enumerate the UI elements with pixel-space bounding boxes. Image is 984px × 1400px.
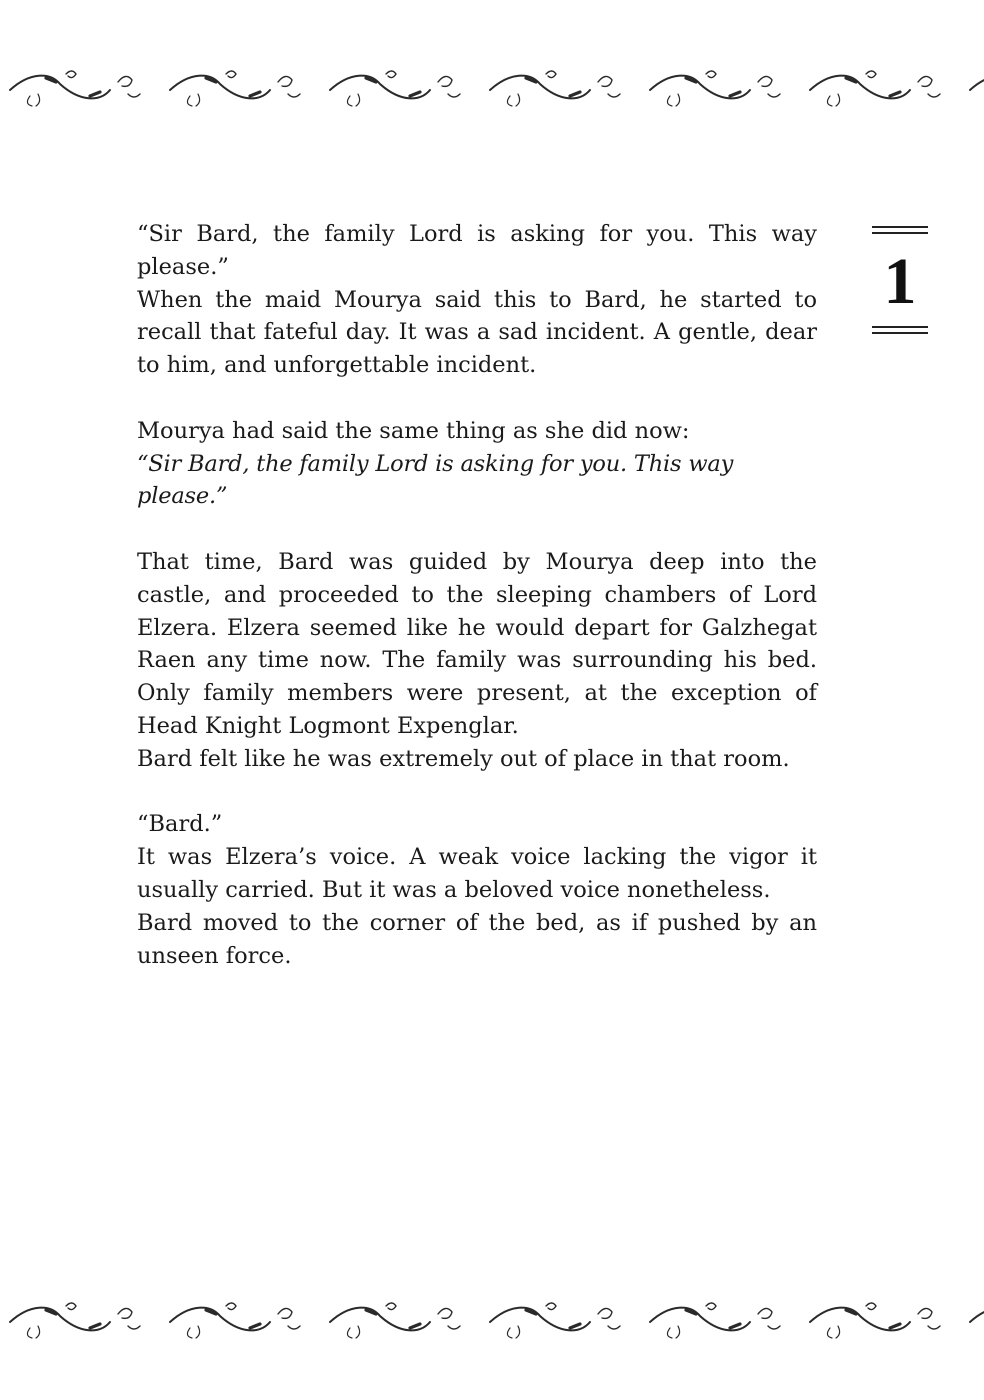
chapter-rule [872,332,928,334]
paragraph: Bard felt like he was extremely out of place in that room. [137,745,790,772]
vine-segment [650,1303,780,1338]
chapter-rule [872,326,928,328]
paragraph-gap [137,513,817,546]
chapter-rule [872,226,928,228]
paragraph: It was Elzera’s voice. A weak voice lacking the vigor it usually carried. But it was a beloved voice nonetheless. [137,844,817,903]
paragraph: That time, Bard was guided by Mourya deep into the castle, and proceeded to the sleeping chambers of Lord Elzera. Elzera seemed like he would depart for Galzhegat Raen any time now. The family was surrounding his bed. Only family members were present, at the exception of Head Knight Logmont Expenglar. [137,548,817,739]
vine-segment [490,1303,620,1338]
paragraph: “Bard.” [137,811,223,838]
paragraph: “Sir Bard, the family Lord is asking for you. This way please.” [137,221,817,280]
vine-segment [330,71,460,106]
vine-segment [970,1303,984,1338]
vine-segment [170,1303,300,1338]
top-ornamental-border [0,58,984,118]
ornamental-vine-border-icon [0,1290,984,1350]
vine-segment [10,71,140,106]
chapter-marker [872,226,928,336]
paragraph-gap [137,776,817,809]
vine-segment [810,1303,940,1338]
chapter-rule [872,232,928,234]
quoted-line: “Sir Bard, the family Lord is asking for you. This way please.” [137,450,734,510]
vine-segment [490,71,620,106]
paragraph: Bard moved to the corner of the bed, as if pushed by an unseen force. [137,909,817,969]
paragraph: Mourya had said the same thing as she did now: [137,417,690,444]
ornamental-vine-border-icon [0,58,984,118]
chapter-text [137,218,817,972]
vine-segment [650,71,780,106]
bottom-ornamental-border [0,1290,984,1350]
vine-segment [970,71,984,106]
chapter-number: 1 [883,245,917,318]
vine-segment [170,71,300,106]
vine-segment [810,71,940,106]
vine-segment [10,1303,140,1338]
paragraph-gap [137,382,817,415]
vine-segment [330,1303,460,1338]
paragraph: When the maid Mourya said this to Bard, he started to recall that fateful day. It was a sad incident. A gentle, dear to him, and unforgettable incident. [137,286,817,379]
